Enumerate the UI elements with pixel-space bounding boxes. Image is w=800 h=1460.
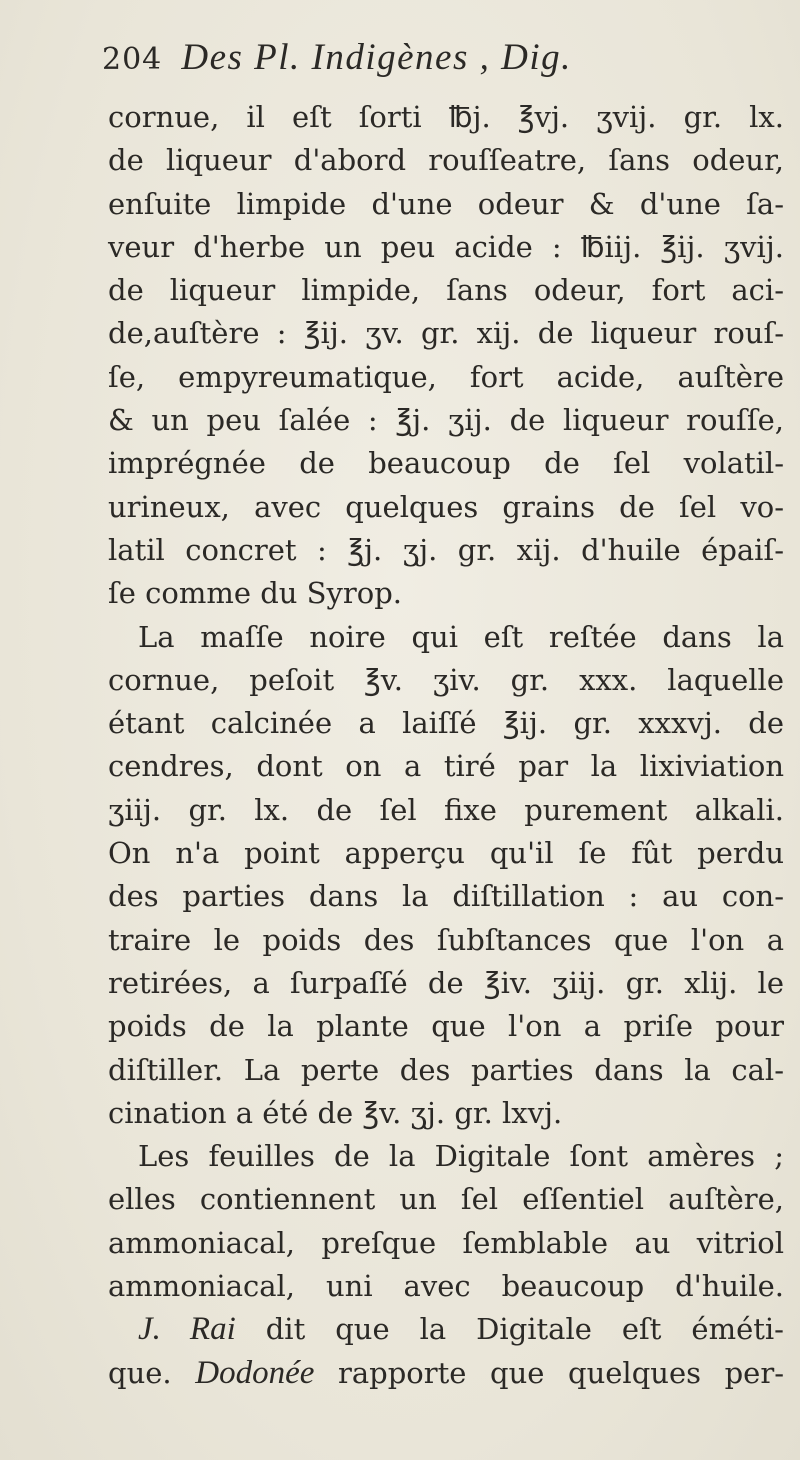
text-line: ammoniacal, preſque ſemblable au vitriol bbox=[108, 1225, 784, 1260]
text-line: étant calcinée a laiſſé ℥ij. gr. xxxvj. de bbox=[108, 706, 784, 741]
text-line: imprégnée de beaucoup de ſel volatil- bbox=[108, 446, 784, 481]
text-segment: dit que la Digitale eſt éméti- bbox=[235, 1312, 784, 1347]
page-number: 204 bbox=[102, 42, 163, 77]
text-segment: que. bbox=[108, 1355, 196, 1390]
text-line: enſuite limpide d'une odeur & d'une ſa- bbox=[108, 186, 784, 221]
text-line: cornue, il eſt ſorti ℔j. ℥vj. ʒvij. gr. lx. bbox=[108, 100, 784, 134]
text-line: latil concret : ℥j. ʒj. gr. xij. d'huile épaiſ- bbox=[108, 532, 784, 567]
text-line: traire le poids des ſubſtances que l'on a bbox=[108, 922, 784, 957]
page-header bbox=[102, 36, 782, 92]
text-line: ʒiij. gr. lx. de ſel fixe purement alkali. bbox=[108, 792, 784, 827]
text-line: La maſſe noire qui eſt reſtée dans la bbox=[138, 619, 784, 654]
text-line bbox=[108, 1308, 784, 1351]
text-line: ſe comme du Syrop. bbox=[108, 576, 403, 611]
text-line: retirées, a ſurpaſſé de ℥iv. ʒiij. gr. xlij. le bbox=[108, 965, 784, 1000]
text-line: de,auſtère : ℥ij. ʒv. gr. xij. de liqueur rouſ- bbox=[108, 316, 784, 351]
text-line: ſe, empyreumatique, fort acide, auſtère bbox=[108, 359, 784, 394]
italic-name: Dodonée bbox=[195, 1354, 315, 1391]
text-line: de liqueur d'abord rouſſeatre, ſans odeur, bbox=[108, 143, 784, 178]
text-line: elles contiennent un ſel eſſentiel auſtère, bbox=[108, 1182, 784, 1217]
text-line: de liqueur limpide, ſans odeur, fort aci- bbox=[108, 273, 784, 308]
italic-name: J. Rai bbox=[138, 1311, 236, 1348]
text-line: veur d'herbe un peu acide : ℔iij. ℥ij. ʒvij. bbox=[108, 229, 784, 264]
text-line: & un peu ſalée : ℥j. ʒij. de liqueur rouſſe, bbox=[108, 403, 784, 438]
text-line bbox=[108, 1352, 784, 1395]
text-line: On n'a point apperçu qu'il ſe fût perdu bbox=[108, 836, 784, 871]
text-line: cornue, peſoit ℥v. ʒiv. gr. xxx. laquelle bbox=[108, 662, 784, 697]
body-text bbox=[108, 96, 784, 1395]
text-line: cination a été de ℥v. ʒj. gr. lxvj. bbox=[108, 1095, 563, 1130]
text-line: Les feuilles de la Digitale ſont amères ; bbox=[138, 1139, 784, 1174]
text-line: cendres, dont on a tiré par la lixiviation bbox=[108, 749, 784, 784]
running-title: Des Pl. Indigènes , Dig. bbox=[181, 37, 572, 78]
text-line: ammoniacal, uni avec beaucoup d'huile. bbox=[108, 1269, 784, 1304]
text-line: urineux, avec quelques grains de ſel vo- bbox=[108, 489, 784, 524]
text-line: poids de la plante que l'on a priſe pour bbox=[108, 1009, 784, 1044]
text-line: diſtiller. La perte des parties dans la cal- bbox=[108, 1052, 784, 1087]
text-line: des parties dans la diſtillation : au con- bbox=[108, 879, 784, 914]
text-segment: rapporte que quelques per- bbox=[314, 1355, 784, 1390]
